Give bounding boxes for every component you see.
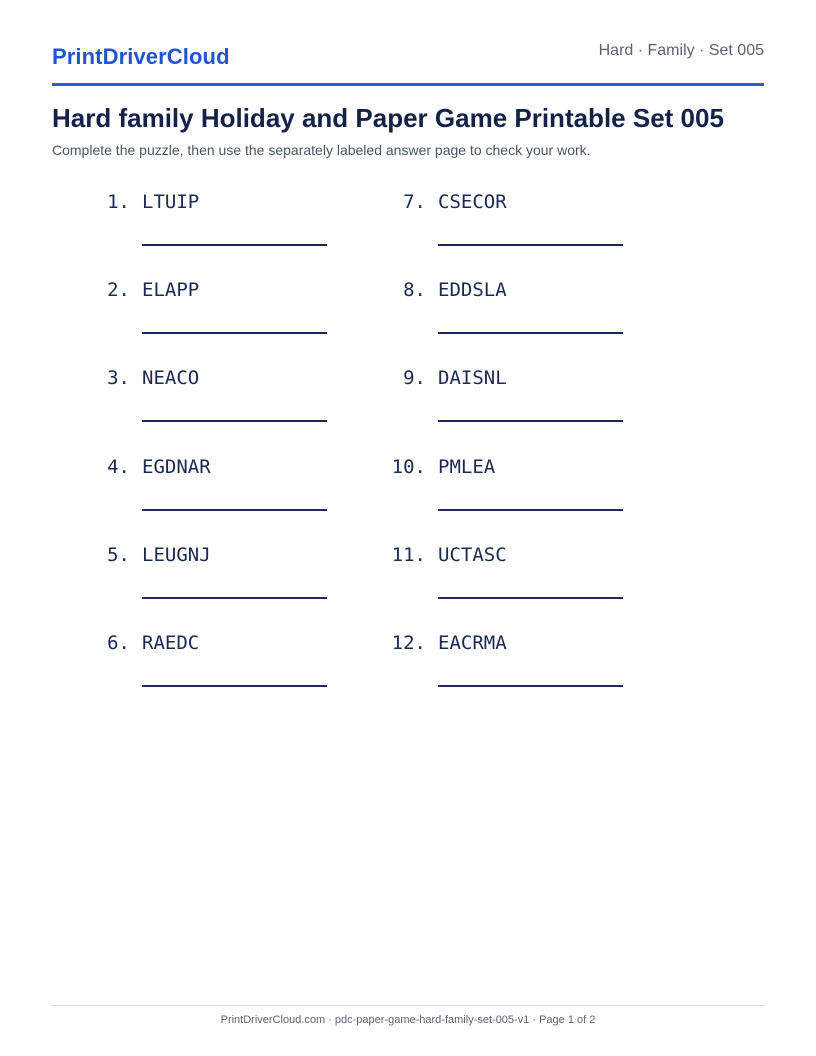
puzzle-item (386, 278, 686, 358)
answer-line[interactable] (142, 597, 327, 599)
puzzle-number: 8. (403, 279, 426, 301)
puzzle-word: UCTASC (438, 544, 507, 566)
page-title: Hard family Holiday and Paper Game Printable Set 005 (52, 103, 724, 133)
puzzle-number: 1. (107, 191, 130, 213)
puzzle-word: ELAPP (142, 279, 200, 301)
page-subtitle: Complete the puzzle, then use the separately labeled answer page to check your work. (52, 142, 591, 158)
answer-line[interactable] (438, 685, 623, 687)
answer-line[interactable] (142, 332, 327, 334)
puzzle-word: PMLEA (438, 456, 496, 478)
answer-line[interactable] (142, 685, 327, 687)
puzzle-word: LEUGNJ (142, 544, 211, 566)
puzzle-number: 6. (107, 632, 130, 654)
puzzle-item (90, 543, 390, 623)
puzzle-item (386, 631, 686, 711)
puzzle-number: 5. (107, 544, 130, 566)
puzzle-number: 12. (391, 632, 426, 654)
puzzle-number: 9. (403, 367, 426, 389)
puzzle-number: 3. (107, 367, 130, 389)
puzzle-word: RAEDC (142, 632, 200, 654)
answer-line[interactable] (142, 420, 327, 422)
puzzle-word: NEACO (142, 367, 200, 389)
answer-line[interactable] (438, 509, 623, 511)
answer-line[interactable] (142, 244, 327, 246)
puzzle-item (90, 190, 390, 270)
puzzle-item (386, 455, 686, 535)
puzzle-item (386, 543, 686, 623)
answer-line[interactable] (438, 244, 623, 246)
breadcrumb: Hard · Family · Set 005 (598, 42, 764, 59)
puzzle-word: CSECOR (438, 191, 507, 213)
puzzle-item (90, 631, 390, 711)
puzzle-number: 10. (391, 456, 426, 478)
puzzle-item (386, 190, 686, 270)
brand-logo: PrintDriverCloud (52, 44, 230, 69)
puzzle-word: EGDNAR (142, 456, 211, 478)
answer-line[interactable] (438, 332, 623, 334)
answer-line[interactable] (438, 597, 623, 599)
puzzle-item (90, 278, 390, 358)
answer-line[interactable] (438, 420, 623, 422)
puzzle-word: LTUIP (142, 191, 200, 213)
puzzle-item (90, 366, 390, 446)
puzzle-item (90, 455, 390, 535)
puzzle-item (386, 366, 686, 446)
puzzle-word: DAISNL (438, 367, 507, 389)
puzzle-word: EDDSLA (438, 279, 507, 301)
page-footer: PrintDriverCloud.com · pdc-paper-game-hard-family-set-005-v1 · Page 1 of 2 (52, 1005, 764, 1026)
puzzle-number: 4. (107, 456, 130, 478)
answer-line[interactable] (142, 509, 327, 511)
puzzle-number: 11. (391, 544, 426, 566)
puzzle-word: EACRMA (438, 632, 507, 654)
puzzle-number: 2. (107, 279, 130, 301)
puzzle-number: 7. (403, 191, 426, 213)
